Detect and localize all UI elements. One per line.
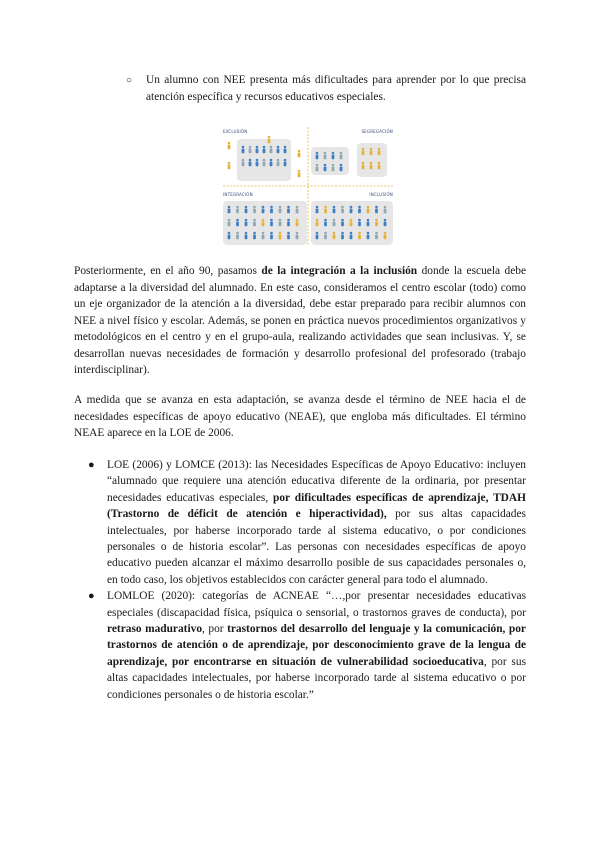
person-icon bbox=[362, 162, 365, 170]
person-icon bbox=[228, 232, 231, 240]
person-icon bbox=[228, 219, 231, 227]
person-icon bbox=[287, 219, 290, 227]
paragraph-integration-inclusion: Posteriormente, en el año 90, pasamos de la integración a la inclusión donde la escuela debe adaptarse a la diversidad del alumnado. En este caso, consideramos el centro escolar (todo) como un eje organizador de la atención a la diversidad, debe estar preparado para recibir alumnos con NEE a nivel físico y escolar. Además, se ponen en práctica nuevos procedimientos organizativos y metodológicos en el centro y en el grupo-aula, realizando actividades que sean inclusivas. Y, se desarrollan nuevas necesidades de formación y desarrollo profesional del profesorado (trabajo interdisciplinar). bbox=[74, 265, 526, 376]
person-icon bbox=[236, 232, 239, 240]
sub-bullet-item bbox=[126, 72, 526, 106]
person-icon bbox=[263, 146, 266, 154]
person-icon bbox=[263, 159, 266, 167]
person-icon bbox=[228, 206, 231, 214]
person-icon bbox=[350, 206, 353, 214]
person-icon bbox=[270, 232, 273, 240]
person-icon bbox=[284, 146, 287, 154]
person-icon bbox=[316, 164, 319, 172]
person-icon bbox=[284, 159, 287, 167]
person-icon bbox=[296, 219, 299, 227]
person-icon bbox=[378, 162, 381, 170]
person-icon bbox=[358, 206, 361, 214]
person-icon bbox=[341, 219, 344, 227]
person-icon bbox=[324, 164, 327, 172]
person-icon bbox=[256, 159, 259, 167]
person-icon bbox=[245, 206, 248, 214]
person-icon bbox=[324, 152, 327, 160]
person-icon bbox=[341, 232, 344, 240]
person-icon bbox=[253, 206, 256, 214]
person-icon bbox=[256, 146, 259, 154]
quadrant-title-segregation: SEGREGACIÓN bbox=[361, 129, 393, 134]
person-icon bbox=[262, 219, 265, 227]
inclusion-diagram bbox=[221, 125, 395, 248]
person-icon bbox=[370, 148, 373, 156]
person-icon bbox=[367, 219, 370, 227]
person-icon bbox=[378, 148, 381, 156]
person-icon bbox=[324, 232, 327, 240]
person-icon bbox=[358, 219, 361, 227]
person-icon bbox=[316, 152, 319, 160]
person-icon bbox=[262, 206, 265, 214]
person-icon bbox=[332, 152, 335, 160]
person-icon bbox=[253, 232, 256, 240]
person-icon bbox=[245, 219, 248, 227]
person-icon bbox=[236, 206, 239, 214]
person-icon bbox=[367, 232, 370, 240]
person-icon bbox=[253, 219, 256, 227]
person-icon bbox=[277, 159, 280, 167]
person-icon bbox=[375, 232, 378, 240]
person-icon bbox=[340, 164, 343, 172]
person-icon bbox=[341, 206, 344, 214]
person-icon bbox=[358, 232, 361, 240]
person-icon bbox=[298, 170, 301, 178]
person-icon bbox=[287, 206, 290, 214]
person-icon bbox=[316, 219, 319, 227]
person-icon bbox=[350, 219, 353, 227]
person-icon bbox=[384, 232, 387, 240]
paragraph-neae: A medida que se avanza en esta adaptación, se avanza desde el término de NEE hacia el de necesidades específicas de apoyo educativo (NEAE), que engloba más dificultades. El término NEAE aparece en la LOE de 2006. bbox=[74, 394, 526, 439]
quadrant-title-integration: INTEGRACIÓN bbox=[223, 192, 253, 197]
person-icon bbox=[333, 206, 336, 214]
person-icon bbox=[316, 232, 319, 240]
person-icon bbox=[316, 206, 319, 214]
person-icon bbox=[270, 146, 273, 154]
person-icon bbox=[277, 146, 280, 154]
person-icon bbox=[296, 232, 299, 240]
person-icon bbox=[324, 219, 327, 227]
person-icon bbox=[362, 148, 365, 156]
person-icon bbox=[287, 232, 290, 240]
person-icon bbox=[296, 206, 299, 214]
person-icon bbox=[262, 232, 265, 240]
person-icon bbox=[324, 206, 327, 214]
person-icon bbox=[236, 219, 239, 227]
person-icon bbox=[350, 232, 353, 240]
person-icon bbox=[245, 232, 248, 240]
bullet-list bbox=[74, 457, 526, 703]
bullet-item-loe-lomce: ● LOE (2006) y LOMCE (2013): las Necesidades Específicas de Apoyo Educativo: incluyen “alumnado que requiere una atención educativa diferente de la ordinaria, por presentar necesidades educativas especiales, por dificultades específicas de aprendizaje, TDAH (Trastorno de déficit de atención e hiperactividad), por sus altas capacidades intelectuales, por haberse incorporado tarde al sistema educativo, o por condiciones personales o de historia escolar”. Las personas con necesidades específicas de apoyo educativo pueden alcanzar el máximo desarrollo posible de sus capacidades personales o, en todo caso, los objetivos establecidos con carácter general para todo el alumnado. bbox=[88, 459, 526, 586]
person-icon bbox=[228, 142, 231, 150]
person-icon bbox=[270, 206, 273, 214]
person-icon bbox=[279, 206, 282, 214]
quadrant-title-inclusion: INCLUSIÓN bbox=[369, 192, 393, 197]
person-icon bbox=[332, 164, 335, 172]
person-icon bbox=[228, 162, 231, 170]
person-icon bbox=[242, 146, 245, 154]
person-icon bbox=[270, 219, 273, 227]
sub-bullet-text: Un alumno con NEE presenta más dificultades para aprender por lo que precisa atención específica y recursos educativos especiales. bbox=[146, 74, 526, 103]
bold-phrase: de la integración a la inclusión bbox=[261, 265, 418, 277]
person-icon bbox=[384, 219, 387, 227]
person-icon bbox=[340, 152, 343, 160]
person-icon bbox=[268, 136, 271, 144]
circle-bullet-icon: ○ bbox=[126, 75, 133, 86]
person-icon bbox=[375, 206, 378, 214]
person-icon bbox=[333, 219, 336, 227]
person-icon bbox=[279, 219, 282, 227]
bullet-item-lomloe: ● LOMLOE (2020): categorías de ACNEAE “…,por presentar necesidades educativas especiales (discapacidad física, psíquica o sensorial, o trastornos graves de conducta), por retraso madurativo, por trastornos del desarrollo del lenguaje y la comunicación, por trastornos de atención o de aprendizaje, por desconocimiento grave de la lengua de aprendizaje, por encontrarse en situación de vulnerabilidad socioeducativa, por sus altas capacidades intelectuales, por haberse incorporado tarde al sistema educativo o por condiciones personales o de historia escolar.” bbox=[88, 590, 526, 701]
bullet-dot-icon: ● bbox=[88, 590, 95, 603]
person-icon bbox=[249, 146, 252, 154]
person-icon bbox=[249, 159, 252, 167]
person-icon bbox=[270, 159, 273, 167]
person-icon bbox=[375, 219, 378, 227]
bullet-dot-icon: ● bbox=[88, 459, 95, 471]
person-icon bbox=[333, 232, 336, 240]
person-icon bbox=[298, 150, 301, 158]
integration-group-box bbox=[223, 201, 307, 245]
person-icon bbox=[242, 159, 245, 167]
segregation-group-box-separate bbox=[357, 143, 387, 177]
person-icon bbox=[384, 206, 387, 214]
person-icon bbox=[370, 162, 373, 170]
person-icon bbox=[367, 206, 370, 214]
quadrant-title-exclusion: EXCLUSIÓN bbox=[223, 129, 248, 134]
person-icon bbox=[279, 232, 282, 240]
